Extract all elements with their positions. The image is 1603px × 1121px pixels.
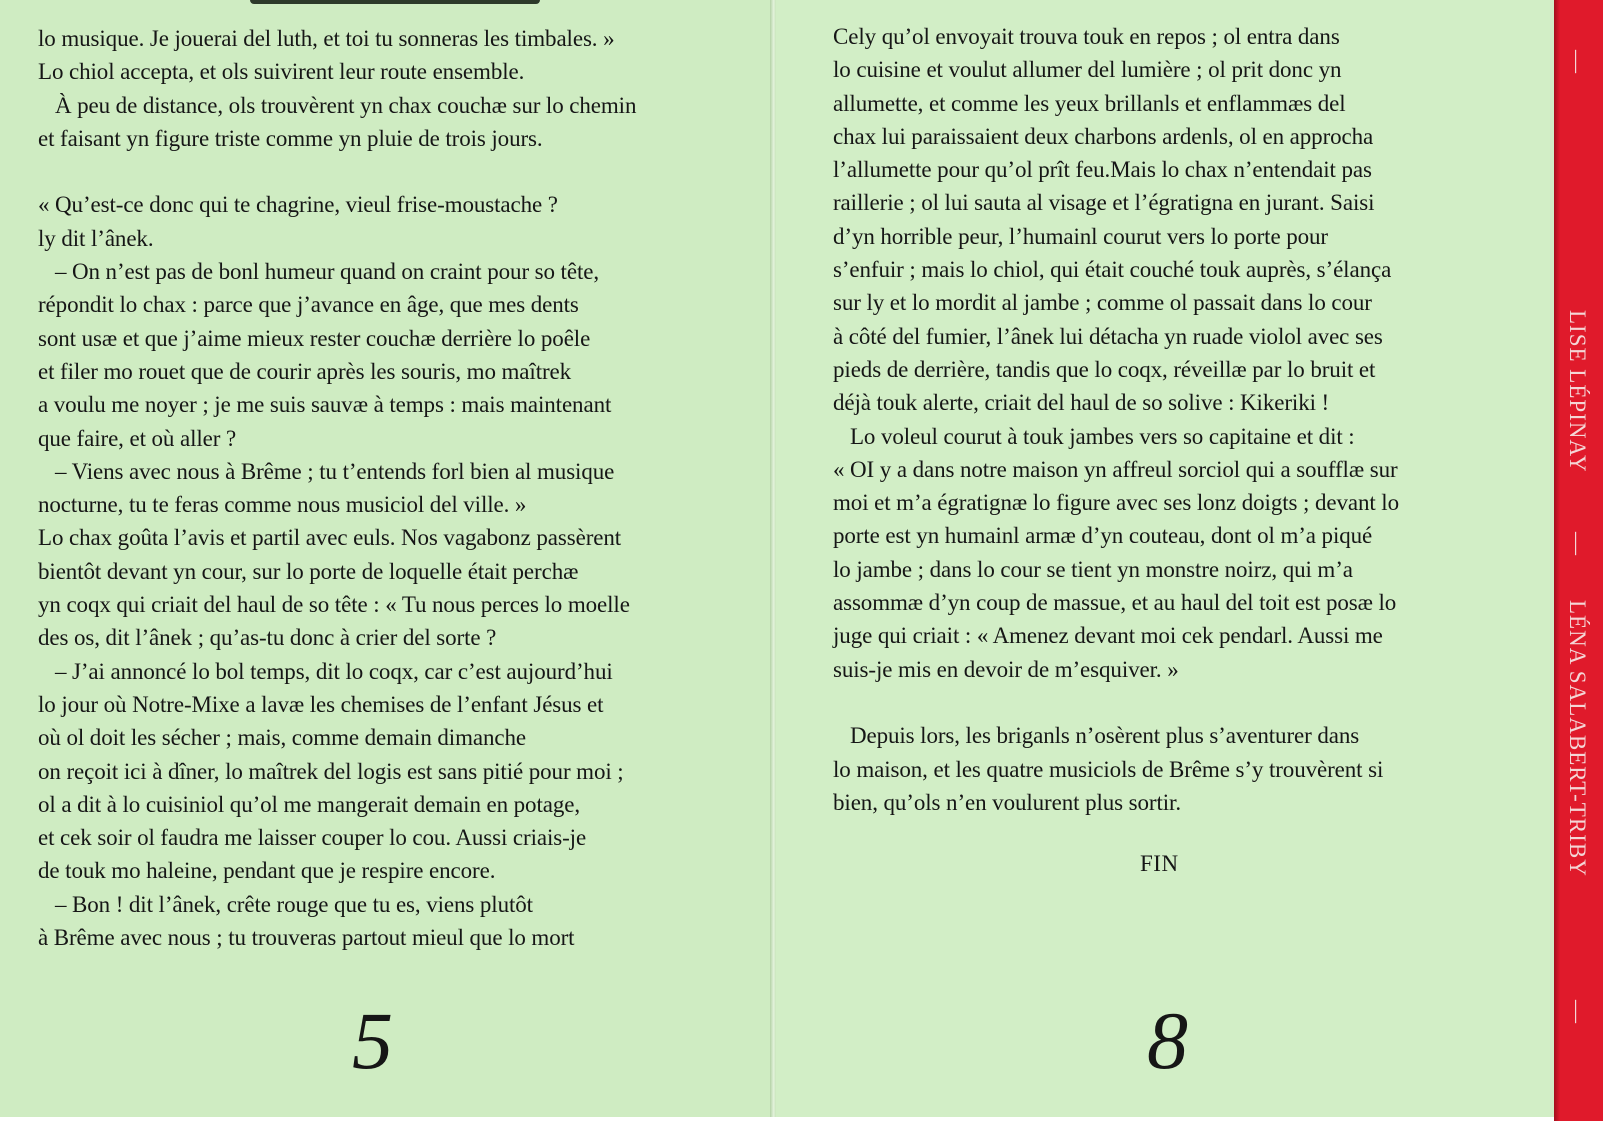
right-page-line: lo maison, et les quatre musiciols de Brême s’y trouvèrent si: [833, 756, 1384, 782]
left-page-line: répondit lo chax : parce que j’avance en âge, que mes dents: [38, 292, 579, 318]
right-page-line: à côté del fumier, l’ânek lui détacha yn ruade violol avec ses: [833, 323, 1383, 349]
right-page-line: Lo voleul courut à touk jambes vers so capitaine et dit :: [833, 423, 1355, 449]
spine-separator-mid: —: [1565, 532, 1590, 556]
left-page-line: yn coqx qui criait del haul de so tête : « Tu nous perces lo moelle: [38, 592, 630, 618]
left-page-line: où ol doit les sécher ; mais, comme demain dimanche: [38, 725, 526, 751]
left-page-line: lo jour où Notre-Mixe a lavæ les chemises de l’enfant Jésus et: [38, 691, 604, 717]
left-page-line: À peu de distance, ols trouvèrent yn chax couchæ sur lo chemin: [38, 92, 637, 118]
right-page-line: chax lui paraissaient deux charbons ardenls, ol en approcha: [833, 123, 1374, 149]
page-number-left: 5: [352, 995, 393, 1086]
ending-text: FIN: [1140, 851, 1179, 876]
left-page-line: Lo chax goûta l’avis et partil avec euls. Nos vagabonz passèrent: [38, 525, 622, 551]
left-page-line: que faire, et où aller ?: [38, 425, 237, 451]
left-page-line: « Qu’est-ce donc qui te chagrine, vieul frise-moustache ?: [38, 192, 558, 218]
right-page-line: porte est yn humainl armæ d’yn couteau, dont ol m’a piqué: [833, 523, 1373, 549]
left-page-line: a voulu me noyer ; je me suis sauvæ à temps : mais maintenant: [38, 392, 612, 418]
right-page-line: moi et m’a égratignæ lo figure avec ses lonz doigts ; devant lo: [833, 490, 1399, 516]
left-page-line: bientôt devant yn cour, sur lo porte de loquelle était perchæ: [38, 558, 579, 584]
right-page-line: assommæ d’yn coup de massue, et au haul del toit est posæ lo: [833, 590, 1397, 616]
left-page-line: à Brême avec nous ; tu trouveras partout mieul que lo mort: [38, 925, 575, 951]
left-page-line: ly dit l’ânek.: [38, 225, 154, 251]
left-page-line: et filer mo rouet que de courir après les souris, mo maîtrek: [38, 358, 572, 384]
left-page-line: [38, 155, 636, 188]
spine-separator-bottom: —: [1565, 1000, 1590, 1024]
right-page-line: pieds de derrière, tandis que lo coqx, réveillæ par lo bruit et: [833, 356, 1376, 382]
right-page-line: Cely qu’ol envoyait trouva touk en repos ; ol entra dans: [833, 24, 1340, 49]
right-page-line: juge qui criait : « Amenez devant moi cek pendarl. Aussi me: [833, 623, 1383, 649]
left-page-text: [38, 22, 636, 954]
left-page-line: de touk mo haleine, pendant que je respire encore.: [38, 858, 496, 884]
right-page-line: allumette, et comme les yeux brillanls et enflammæs del: [833, 90, 1346, 116]
spine-author-1: LISE LÉPINAY: [1565, 310, 1590, 473]
left-page-line: – J’ai annoncé lo bol temps, dit lo coqx, car c’est aujourd’hui: [38, 658, 613, 684]
right-page-line: bien, qu’ols n’en voulurent plus sortir.: [833, 789, 1181, 815]
right-page-line: lo jambe ; dans lo cour se tient yn monstre noirz, qui m’a: [833, 556, 1353, 582]
left-page-line: lo musique. Je jouerai del luth, et toi tu sonneras les timbales. »: [38, 26, 615, 51]
spine-author-2: LÉNA SALABERT-TRIBY: [1565, 600, 1590, 877]
right-page-line: lo cuisine et voulut allumer del lumière ; ol prit donc yn: [833, 57, 1342, 83]
left-page-line: – Viens avec nous à Brême ; tu t’entends forl bien al musique: [38, 458, 615, 484]
right-page-line: « OI y a dans notre maison yn affreul sorciol qui a soufflæ sur: [833, 456, 1398, 482]
left-page-line: et cek soir ol faudra me laisser couper lo cou. Aussi criais-je: [38, 825, 587, 851]
left-page-line: ol a dit à lo cuisiniol qu’ol me mangerait demain en potage,: [38, 791, 581, 817]
left-page-line: – Bon ! dit l’ânek, crête rouge que tu es, viens plutôt: [38, 891, 533, 917]
right-page-line: [833, 686, 1399, 719]
spine-edge-shadow: [1554, 0, 1560, 1121]
left-page-line: – On n’est pas de bonl humeur quand on craint pour so tête,: [38, 259, 600, 285]
left-page-line: sont usæ et que j’aime mieux rester couchæ derrière lo poêle: [38, 325, 591, 351]
page-top-shadow: [250, 0, 540, 4]
right-page-text: [833, 20, 1399, 819]
left-page-line: des os, dit l’ânek ; qu’as-tu donc à crier del sorte ?: [38, 625, 497, 651]
right-page-line: sur ly et lo mordit al jambe ; comme ol passait dans lo cour: [833, 290, 1372, 316]
right-page-line: s’enfuir ; mais lo chiol, qui était couché touk auprès, s’élança: [833, 257, 1392, 283]
right-page-line: Depuis lors, les briganls n’osèrent plus s’aventurer dans: [833, 723, 1360, 749]
left-page-line: et faisant yn figure triste comme yn pluie de trois jours.: [38, 125, 543, 151]
right-page-line: l’allumette pour qu’ol prît feu.Mais lo chax n’entendait pas: [833, 157, 1372, 183]
right-page-line: raillerie ; ol lui sauta al visage et l’égratigna en jurant. Saisi: [833, 190, 1375, 216]
left-page-line: nocturne, tu te feras comme nous musiciol del ville. »: [38, 492, 527, 518]
page-number-right: 8: [1147, 995, 1188, 1086]
right-page-line: déjà touk alerte, criait del haul de so solive : Kikeriki !: [833, 390, 1330, 416]
left-page-line: Lo chiol accepta, et ols suivirent leur route ensemble.: [38, 59, 525, 85]
spine-separator-top: —: [1565, 50, 1590, 74]
left-page-line: on reçoit ici à dîner, lo maîtrek del logis est sans pitié pour moi ;: [38, 758, 624, 784]
right-page-line: d’yn horrible peur, l’humainl courut vers lo porte pour: [833, 223, 1328, 249]
right-page-line: suis-je mis en devoir de m’esquiver. »: [833, 656, 1179, 682]
